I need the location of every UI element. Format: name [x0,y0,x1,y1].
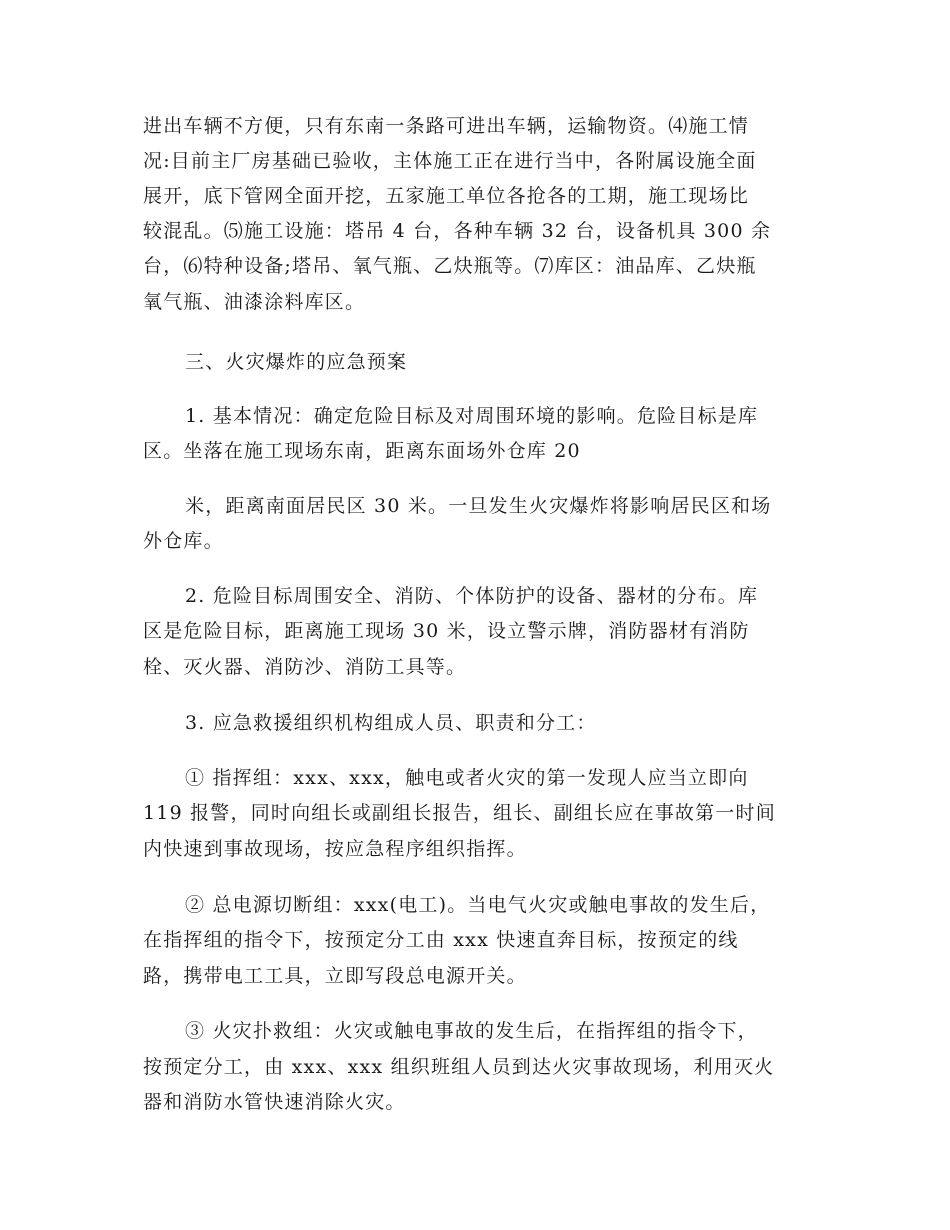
text-line: 进出车辆不方便，只有东南一条路可进出车辆，运输物资。⑷施工情 [143,115,750,137]
text-line: 119 报警，同时向组长或副组长报告，组长、副组长应在事故第一时间 [143,802,776,824]
text-line: 较混乱。⑸施工设施：塔吊 4 台，各种车辆 32 台，设备机具 300 余 [143,220,772,242]
text-line: ① 指挥组：xxx、xxx，触电或者火灾的第一发现人应当立即向 [185,767,749,789]
text-line: 路，携带电工工具，立即写段总电源开关。 [143,965,527,987]
text-line: 在指挥组的指令下，按预定分工由 xxx 快速直奔目标，按预定的线 [143,929,739,951]
section-heading: 三、火灾爆炸的应急预案 [185,351,408,373]
text-line: ③ 火灾扑救组：火灾或触电事故的发生后，在指挥组的指令下， [185,1020,758,1042]
text-line: 按预定分工，由 xxx、xxx 组织班组人员到达火灾事故现场，利用灭火 [143,1056,775,1078]
text-line: 1. 基本情况：确定危险目标及对周围环境的影响。危险目标是库 [185,405,759,427]
text-line: 氧气瓶、油漆涂料库区。 [143,291,366,313]
text-line: 外仓库。 [143,530,224,552]
text-line: 3. 应急救援组织机构组成人员、职责和分工： [185,712,597,734]
text-line: 栓、灭火器、消防沙、消防工具等。 [143,656,467,678]
text-line: 区。坐落在施工现场东南，距离东面场外仓库 20 [143,440,581,462]
text-line: 2. 危险目标周围安全、消防、个体防护的设备、器材的分布。库 [185,585,759,607]
text-line: 区是危险目标，距离施工现场 30 米，设立警示牌，消防器材有消防 [143,620,750,642]
text-line: 台，⑹特种设备;塔吊、氧气瓶、乙炔瓶等。⑺库区：油品库、乙炔瓶 [143,255,757,277]
text-line: 展开，底下管网全面开挖，五家施工单位各抢各的工期，施工现场比 [143,185,750,207]
text-line: 器和消防水管快速消除火灾。 [143,1091,406,1113]
text-line: 况:目前主厂房基础已验收，主体施工正在进行当中，各附属设施全面 [143,150,757,172]
text-line: 米，距离南面居民区 30 米。一旦发生火灾爆炸将影响居民区和场 [185,495,772,517]
text-line: ② 总电源切断组：xxx(电工)。当电气火灾或触电事故的发生后， [185,894,771,916]
text-line: 内快速到事故现场，按应急程序组织指挥。 [143,838,527,860]
